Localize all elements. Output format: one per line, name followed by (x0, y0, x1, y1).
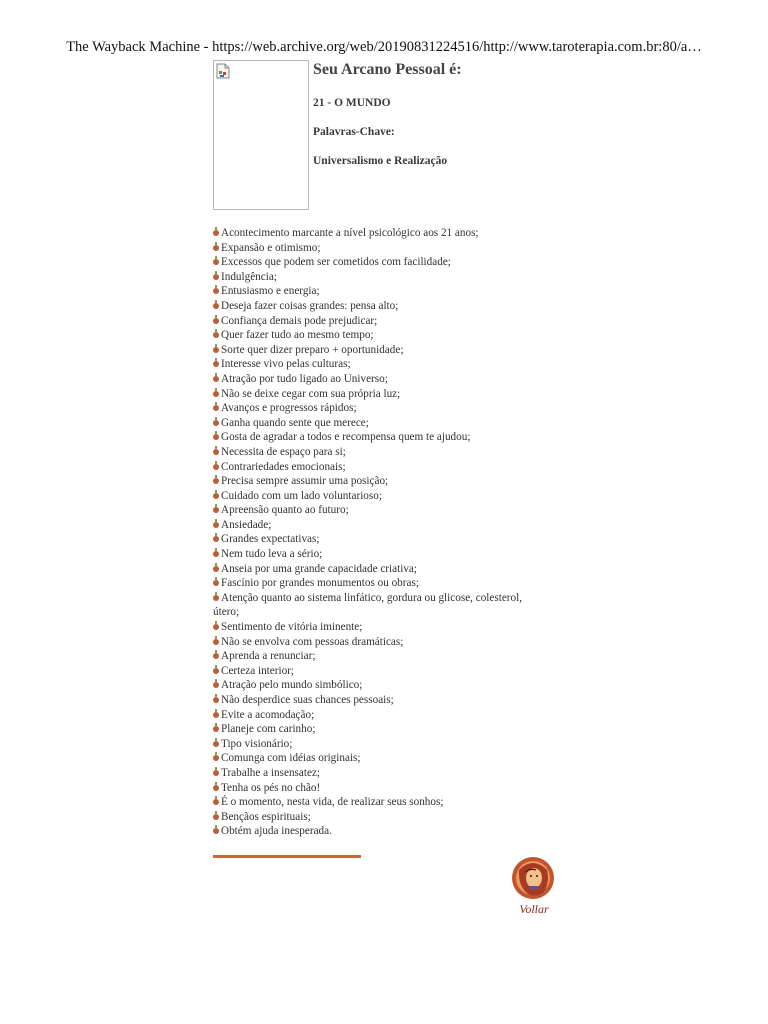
section-divider (213, 855, 361, 858)
trait-text: Ganha quando sente que merece; (221, 416, 369, 429)
trait-text: Gosta de agradar a todos e recompensa quem te ajudou; (221, 431, 471, 444)
trait-text: Tipo visionário; (221, 737, 293, 750)
flower-bullet-icon (213, 536, 219, 542)
page-title: Seu Arcano Pessoal é: (313, 61, 462, 78)
trait-item (213, 576, 523, 591)
flower-bullet-icon (213, 347, 219, 353)
flower-bullet-icon (213, 434, 219, 440)
trait-text: Sorte quer dizer preparo + oportunidade; (221, 343, 404, 356)
trait-item (213, 620, 523, 635)
trait-item (213, 503, 523, 518)
keywords-value: Universalismo e Realização (313, 155, 448, 167)
trait-text: Cuidado com um lado voluntarioso; (221, 489, 382, 502)
flower-bullet-icon (213, 420, 219, 426)
trait-item (213, 226, 523, 241)
flower-bullet-icon (213, 318, 219, 324)
flower-bullet-icon (213, 449, 219, 455)
trait-item (213, 781, 523, 796)
trait-text: Expansão e otimismo; (221, 241, 321, 254)
trait-text: Certeza interior; (221, 664, 294, 677)
trait-text: Não se deixe cegar com sua própria luz; (221, 387, 401, 400)
flower-bullet-icon (213, 245, 219, 251)
flower-bullet-icon (213, 770, 219, 776)
flower-bullet-icon (213, 741, 219, 747)
flower-bullet-icon (213, 391, 219, 397)
flower-bullet-icon (213, 580, 219, 586)
logo-wordmark: Vollar (519, 902, 549, 916)
trait-item (213, 241, 523, 256)
trait-text: Sentimento de vitória iminente; (221, 621, 363, 634)
trait-item (213, 824, 523, 839)
trait-item (213, 343, 523, 358)
trait-text: Atenção quanto ao sistema linfático, gordura ou glicose, colesterol, útero; (213, 591, 523, 619)
flower-bullet-icon (213, 478, 219, 484)
trait-text: Bençãos espirituais; (221, 810, 311, 823)
trait-text: Planeje com carinho; (221, 723, 316, 736)
trait-text: Excessos que podem ser cometidos com facilidade; (221, 256, 451, 269)
trait-item (213, 722, 523, 737)
flower-bullet-icon (213, 682, 219, 688)
flower-bullet-icon (213, 799, 219, 805)
trait-item (213, 387, 523, 402)
trait-text: Aprenda a renunciar; (221, 650, 316, 663)
trait-item (213, 766, 523, 781)
flower-bullet-icon (213, 259, 219, 265)
trait-item (213, 751, 523, 766)
trait-text: Fascínio por grandes monumentos ou obras; (221, 577, 419, 590)
flower-bullet-icon (213, 230, 219, 236)
trait-text: Nem tudo leva a sério; (221, 548, 323, 561)
trait-item (213, 664, 523, 679)
keywords-label: Palavras-Chave: (313, 126, 395, 138)
flower-bullet-icon (213, 332, 219, 338)
trait-item (213, 255, 523, 270)
trait-item (213, 635, 523, 650)
flower-bullet-icon (213, 288, 219, 294)
trait-text: Não desperdice suas chances pessoais; (221, 694, 394, 706)
trait-item (213, 284, 523, 299)
trait-text: Ansiedade; (221, 518, 272, 531)
trait-text: Trabalhe a insensatez; (221, 766, 320, 779)
trait-item (213, 708, 523, 723)
flower-bullet-icon (213, 668, 219, 674)
trait-item (213, 328, 523, 343)
flower-bullet-icon (213, 303, 219, 309)
trait-item (213, 416, 523, 431)
trait-text: Evite a acomodação; (221, 708, 315, 721)
trait-item (213, 460, 523, 475)
flower-bullet-icon (213, 697, 219, 703)
trait-item (213, 489, 523, 504)
flower-bullet-icon (213, 551, 219, 557)
trait-item (213, 445, 523, 460)
trait-text: Apreensão quanto ao futuro; (221, 504, 349, 517)
flower-bullet-icon (213, 814, 219, 820)
trait-item (213, 591, 523, 620)
trait-item (213, 314, 523, 329)
arcano-name: 21 - O MUNDO (313, 97, 391, 109)
trait-item (213, 693, 523, 708)
flower-bullet-icon (213, 639, 219, 645)
trait-text: Atração por tudo ligado ao Universo; (221, 372, 388, 385)
flower-bullet-icon (213, 522, 219, 528)
trait-text: Confiança demais pode prejudicar; (221, 314, 378, 327)
flower-bullet-icon (213, 653, 219, 659)
trait-text: Obtém ajuda inesperada. (221, 825, 332, 838)
trait-text: Quer fazer tudo ao mesmo tempo; (221, 329, 374, 342)
trait-item (213, 357, 523, 372)
trait-item (213, 299, 523, 314)
trait-text: Contrariedades emocionais; (221, 460, 346, 473)
flower-bullet-icon (213, 493, 219, 499)
arcano-summary (313, 60, 673, 167)
flower-bullet-icon (213, 376, 219, 382)
flower-bullet-icon (213, 405, 219, 411)
trait-item (213, 474, 523, 489)
trait-text: Avanços e progressos rápidos; (221, 402, 357, 415)
arcano-card-image (213, 60, 309, 210)
flower-bullet-icon (213, 624, 219, 630)
flower-bullet-icon (213, 274, 219, 280)
trait-text: Precisa sempre assumir uma posição; (221, 475, 389, 488)
flower-bullet-icon (213, 595, 219, 601)
trait-text: Necessita de espaço para si; (221, 445, 346, 458)
trait-item (213, 372, 523, 387)
trait-text: Não se envolva com pessoas dramáticas; (221, 635, 404, 648)
trait-text: Comunga com idéias originais; (221, 752, 361, 765)
trait-text: Atração pelo mundo simbólico; (221, 679, 363, 692)
trait-item (213, 562, 523, 577)
wayback-header: The Wayback Machine - https://web.archive.org/web/20190831224516/http://www.taroterapia.com.br:80/a… (66, 39, 702, 55)
flower-bullet-icon (213, 828, 219, 834)
broken-image-icon (216, 63, 230, 79)
flower-bullet-icon (213, 361, 219, 367)
trait-text: É o momento, nesta vida, de realizar seus sonhos; (221, 796, 444, 809)
trait-item (213, 649, 523, 664)
trait-item (213, 532, 523, 547)
flower-bullet-icon (213, 785, 219, 791)
trait-text: Tenha os pés no chão! (221, 781, 321, 794)
flower-bullet-icon (213, 566, 219, 572)
trait-text: Interesse vivo pelas culturas; (221, 358, 351, 371)
flower-bullet-icon (213, 507, 219, 513)
trait-text: Indulgência; (221, 270, 277, 283)
flower-bullet-icon (213, 712, 219, 718)
flower-bullet-icon (213, 464, 219, 470)
flower-bullet-icon (213, 726, 219, 732)
trait-item (213, 678, 523, 693)
trait-item (213, 518, 523, 533)
trait-item (213, 547, 523, 562)
trait-text: Anseia por uma grande capacidade criativa; (221, 562, 417, 575)
trait-text: Acontecimento marcante a nível psicológico aos 21 anos; (221, 227, 479, 239)
trait-item (213, 737, 523, 752)
trait-item (213, 430, 523, 445)
trait-item (213, 795, 523, 810)
trait-item (213, 401, 523, 416)
trait-text: Grandes expectativas; (221, 533, 320, 546)
trait-item (213, 810, 523, 825)
trait-item (213, 270, 523, 285)
flower-bullet-icon (213, 755, 219, 761)
trait-text: Deseja fazer coisas grandes: pensa alto; (221, 299, 399, 312)
trait-text: Entusiasmo e energia; (221, 285, 320, 298)
traits-list (213, 226, 523, 839)
